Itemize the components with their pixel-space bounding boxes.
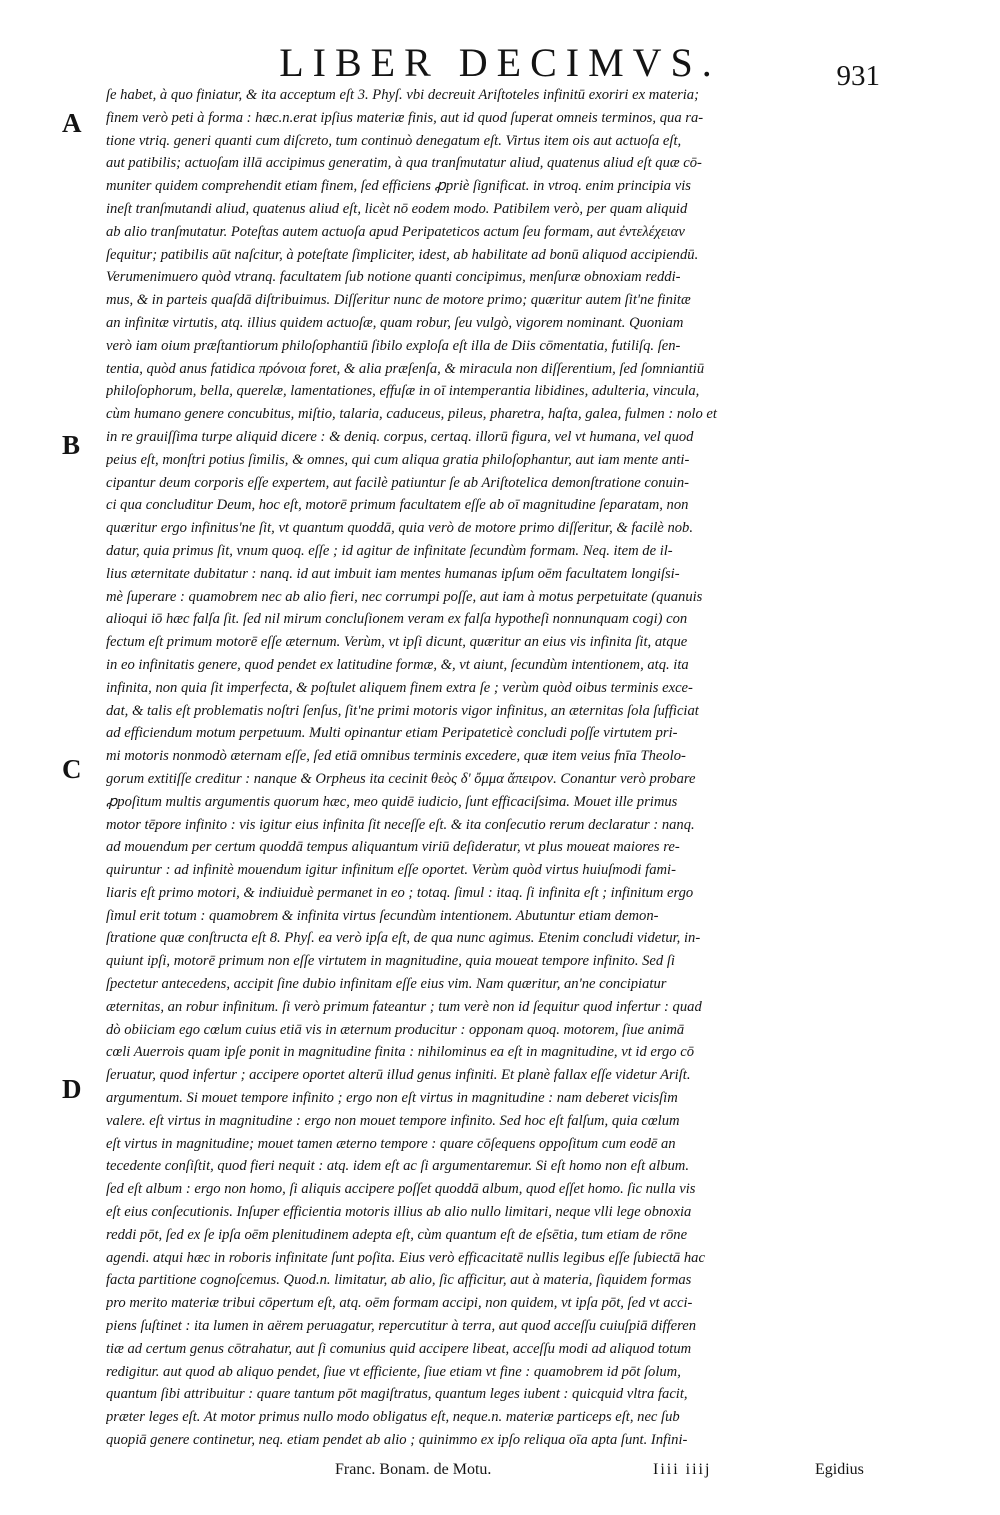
text-line: ci qua concluditur Deum, hoc eſt, motorē primum facultatem eſſe ab oī magnitudine ſeparatam, non bbox=[106, 497, 689, 514]
text-line: cœli Auerrois quam ipſe ponit in magnitudine finita : nihilominus ea eſt in magnitudine, vt id ergo cō bbox=[106, 1044, 695, 1061]
text-line: æternitas, an robur infinitum. ſi verò primum fateantur ; tum verè non id ſequitur quod infertur : quad bbox=[106, 998, 702, 1015]
text-line: argumentum. Si mouet tempore infinito ; ergo non eſt virtus in magnitudine : nam deberet vicisſim bbox=[106, 1090, 678, 1107]
text-line: ſequitur; patibilis aūt naſcitur, à poteſtate ſimpliciter, idest, ab habilitate ad bonū aliquod accipiendū. bbox=[106, 246, 699, 263]
text-line: quiunt ipſi, motorē primum non eſſe virtutem in magnitudine, quia moueat tempore infinito. Sed ſi bbox=[106, 953, 675, 970]
text-line: quæritur ergo infinitus'ne ſit, vt quantum quoddā, quia verò de motore primo diſſeritur, & facilè nob. bbox=[106, 520, 693, 537]
text-line: eſt eius conſecutionis. Inſuper efficientia motoris illius ab alio nullo limitari, neque vlli lege obnoxia bbox=[106, 1204, 692, 1221]
text-line: in re grauiſſima turpe aliquid dicere : & deniq. corpus, certaq. illorū figura, vel vt humana, vel quod bbox=[106, 428, 694, 445]
text-line: quantum ſibi attribuitur : quare tantum pōt magiſtratus, quantum leges iubent : quicquid vltra facit, bbox=[106, 1386, 688, 1403]
text-line: in eo infinitatis genere, quod pendet ex latitudine formæ, &, vt aiunt, ſecundùm intentionem, atq. ita bbox=[106, 656, 689, 673]
text-line: cùm humano genere concubitus, miſtio, talaria, caduceus, pileus, pharetra, haſta, galea, fulmen : nolo et bbox=[106, 406, 717, 423]
text-line: quiruntur : ad infinitè mouendum igitur infinitum eſſe oportet. Verùm quòd virtus huiuſmodi fami- bbox=[106, 862, 676, 879]
margin-letter-d: D bbox=[62, 1074, 82, 1104]
margin-letter-c: C bbox=[62, 754, 82, 784]
catchword: Egidius bbox=[815, 1461, 864, 1478]
text-line: verò iam oium præſtantiorum philoſophantiū ſibilo exploſa eſt illa de Diis cōmentatia, futiliſq. ſen- bbox=[106, 337, 681, 354]
text-line: reddi pōt, ſed ex ſe ipſa oēm plenitudinem adepta eſt, cùm quantum eſt de eſsētia, tum etiam de rōne bbox=[106, 1226, 688, 1243]
text-line: alioqui iō hæc falſa ſit. ſed nil mirum concluſionem veram ex falſa hypotheſi nonnunquam cogi) con bbox=[106, 611, 688, 628]
text-line: Verumenimuero quòd vtranq. facultatem ſub notione quanti concipimus, menſuræ obnoxiam reddi- bbox=[106, 269, 681, 286]
text-line: tiæ ad certum genus cōtrahatur, aut ſi comunius quid accipere libeat, acceſſu modi ad aliquod totum bbox=[106, 1340, 692, 1357]
text-line: gorum extitiſſe creditur : nanque & Orpheus ita cecinit θεὸς δ' ὄμμα ἄπειρον. Conantur verò probare bbox=[106, 770, 696, 787]
body-text bbox=[106, 84, 880, 1449]
text-line: tecedente conſiſtit, quod fieri nequit : atq. idem eſt ac ſi argumentaremur. Si eſt homo non eſt album. bbox=[106, 1158, 689, 1175]
text-line: ad efficiendum motum perpetuum. Multi opinantur etiam Peripateticè concludi poſſe virtutem pri- bbox=[106, 725, 678, 742]
text-line: lius æternitate dubitatur : nanq. id aut imbuit iam mentes humanas ipſum oēm facultatem longiſsi- bbox=[106, 565, 680, 582]
text-line: agendi. atqui hæc in roboris infinitate ſunt poſita. Eius verò efficacitatē nullis legibus eſſe ſubiectā hac bbox=[106, 1249, 705, 1266]
text-line: valere. eſt virtus in magnitudine : ergo non mouet tempore infinito. Sed hoc eſt falſum, quia cœlum bbox=[106, 1112, 680, 1129]
text-line: ꝓpoſitum multis argumentis quorum hæc, meo quidē iudicio, ſunt efficaciſsima. Mouet ille primus bbox=[106, 793, 678, 810]
text-line: ſimul erit totum : quamobrem & infinita virtus ſecundùm intentionem. Abutuntur etiam demon- bbox=[106, 907, 659, 924]
text-line: tentia, quòd anus fatidica πρόνοια foret, & alia præſenſa, & miracula non diſſerentium, ſed ſomniantiū bbox=[106, 360, 705, 377]
text-line: ineſt tranſmutandi aliud, quatenus aliud eſt, licèt nō eodem modo. Patibilem verò, per quam aliquid bbox=[106, 200, 688, 217]
text-line: muniter quidem comprehendit etiam finem, ſed efficiens ꝓpriè ſignificat. in vtroq. enim principia vis bbox=[106, 178, 691, 195]
signature-mark: Iiii iiij bbox=[653, 1461, 712, 1478]
text-line: peius eſt, monſtri potius ſimilis, & omnes, qui cum aliqua gratia philoſophantur, aut iam mente anti- bbox=[106, 451, 690, 468]
text-line: mi motoris nonmodò æternam eſſe, ſed etiā omnibus terminis excedere, quæ item veius fnīa Theolo- bbox=[106, 748, 686, 765]
text-line: infinita, non quia ſit imperfecta, & poſtulet aliquem finem extra ſe ; verùm quòd oibus terminis exce- bbox=[106, 679, 693, 696]
text-line: tione vtriq. generi quanti cum diſcreto, tum continuò denegatum eſt. Virtus item ois aut actuoſa eſt, bbox=[106, 132, 682, 149]
text-line: finem verò peti à forma : hæc.n.erat ipſius materiæ finis, aut id quod ſuperat omneis terminos, qua ra- bbox=[106, 109, 704, 126]
text-line: ſtratione quæ conſtructa eſt 8. Phyſ. ea verò ipſa eſt, de qua nunc agimus. Etenim concludi videtur, in- bbox=[106, 930, 701, 947]
text-line: ſeruatur, quod infertur ; accipere oportet alterū illud genus infiniti. Et planè fallax eſſe videtur Ariſt. bbox=[106, 1067, 691, 1084]
text-line: datur, quia primus ſit, vnum quoq. eſſe ; id agitur de infinitate ſecundùm formam. Neq. item de il- bbox=[106, 542, 673, 559]
text-line: liaris eſt primo motori, & indiuiduè permanet in eo ; totaq. ſimul : itaq. ſi infinita eſt ; infinitum ergo bbox=[106, 884, 694, 901]
text-line: dat, & talis eſt problematis noſtri ſenſus, ſit'ne primi motoris vigor infinitus, an æternitas ſola ſufficiat bbox=[106, 702, 699, 719]
text-line: redigitur. aut quod ab aliquo pendet, ſiue vt efficiente, ſiue etiam vt fine : quamobrem id pōt ſolum, bbox=[106, 1363, 681, 1380]
text-line: quopiā genere continetur, neq. etiam pendet ab alio ; quinimmo ex ipſo reliqua oīa apta ſunt. Infini- bbox=[106, 1432, 688, 1449]
footer-author: Franc. Bonam. de Motu. bbox=[335, 1461, 492, 1478]
text-line: piens ſuſtinet : ita lumen in aërem peruagatur, repercutitur à terra, aut quod acceſſu cuiuſpiā differen bbox=[106, 1318, 697, 1335]
text-line: eſt virtus in magnitudine; mouet tamen æterno tempore : quare cōſequens oppoſitum cum eodē an bbox=[106, 1135, 676, 1152]
text-line: fectum eſt primum motorē eſſe æternum. Verùm, vt ipſi dicunt, quæritur an eius vis infinita ſit, atque bbox=[106, 634, 688, 651]
text-line: mus, & in parteis quaſdā diſtribuimus. Diſſeritur nunc de motore primo; quæritur autem ſit'ne finitæ bbox=[106, 292, 691, 309]
running-header bbox=[0, 38, 1000, 92]
text-line: philoſophorum, bella, querelæ, lamentationes, effuſæ in oī intemperantia libidines, adulteria, vincula, bbox=[106, 383, 700, 400]
margin-letter-b: B bbox=[62, 430, 81, 460]
text-line: ſed eſt album : ergo non homo, ſi aliquis accipere poſſet quoddā album, quod eſſet homo. ſic nulla vis bbox=[106, 1181, 696, 1198]
text-line: mè ſuperare : quamobrem nec ab alio fieri, nec corrumpi poſſe, aut iam à motus perpetuitate (quanuis bbox=[106, 588, 703, 605]
page-title: LIBER DECIMVS. bbox=[279, 40, 721, 85]
margin-letter-a: A bbox=[62, 108, 82, 138]
text-line: facta partitione cognoſcemus. Quod.n. limitatur, ab alio, ſic afficitur, aut à materia, ſiquidem formas bbox=[106, 1272, 692, 1289]
text-line: pro merito materiæ tribui cōpertum eſt, atq. oēm formam accipi, non quidem, vt ipſa pōt, ſed vt acci- bbox=[106, 1295, 693, 1312]
text-line: ab alio tranſmutatur. Poteſtas autem actuoſa apud Peripateticos actum ſeu formam, aut ἐντελέχειαν bbox=[106, 223, 685, 240]
text-line: an infinitæ virtutis, atq. illius quidem actuoſæ, quam robur, ſeu vulgò, vigorem nominant. Quoniam bbox=[106, 314, 684, 331]
text-line: ſpectetur antecedens, accipit ſine dubio infinitam eſſe eius vim. Nam quæritur, an'ne concipiatur bbox=[106, 976, 667, 993]
text-line: ad mouendum per certum quoddā tempus aliquantum viriū deſideratur, vt plus moueat maiores re- bbox=[106, 839, 680, 856]
page-number: 931 bbox=[836, 60, 880, 92]
text-line: cipantur deum corporis eſſe expertem, aut facilè patiuntur ſe ab Ariſtotelica demonſtratione conuin- bbox=[106, 474, 689, 491]
text-line: ſe habet, à quo finiatur, & ita acceptum eſt 3. Phyſ. vbi decreuit Ariſtoteles infinitū exoriri ex materia; bbox=[106, 87, 699, 103]
text-line: præter leges eſt. At motor primus nullo modo obligatus eſt, neque.n. materiæ particeps eſt, nec ſub bbox=[106, 1409, 680, 1426]
page-footer bbox=[0, 1455, 1000, 1485]
text-line: aut patibilis; actuoſam illā accipimus generatim, à qua tranſmutatur aliud, quatenus aliud eſt quæ cō- bbox=[106, 155, 702, 172]
text-line: dò obiiciam ego cœlum cuius etiā vis in æternum producitur : opponam quoq. motorem, ſiue animā bbox=[106, 1021, 685, 1038]
text-line: motor tēpore infinito : vis igitur eius infinita ſit neceſſe eſt. & ita conſecutio rerum declaratur : nanq. bbox=[106, 816, 695, 833]
